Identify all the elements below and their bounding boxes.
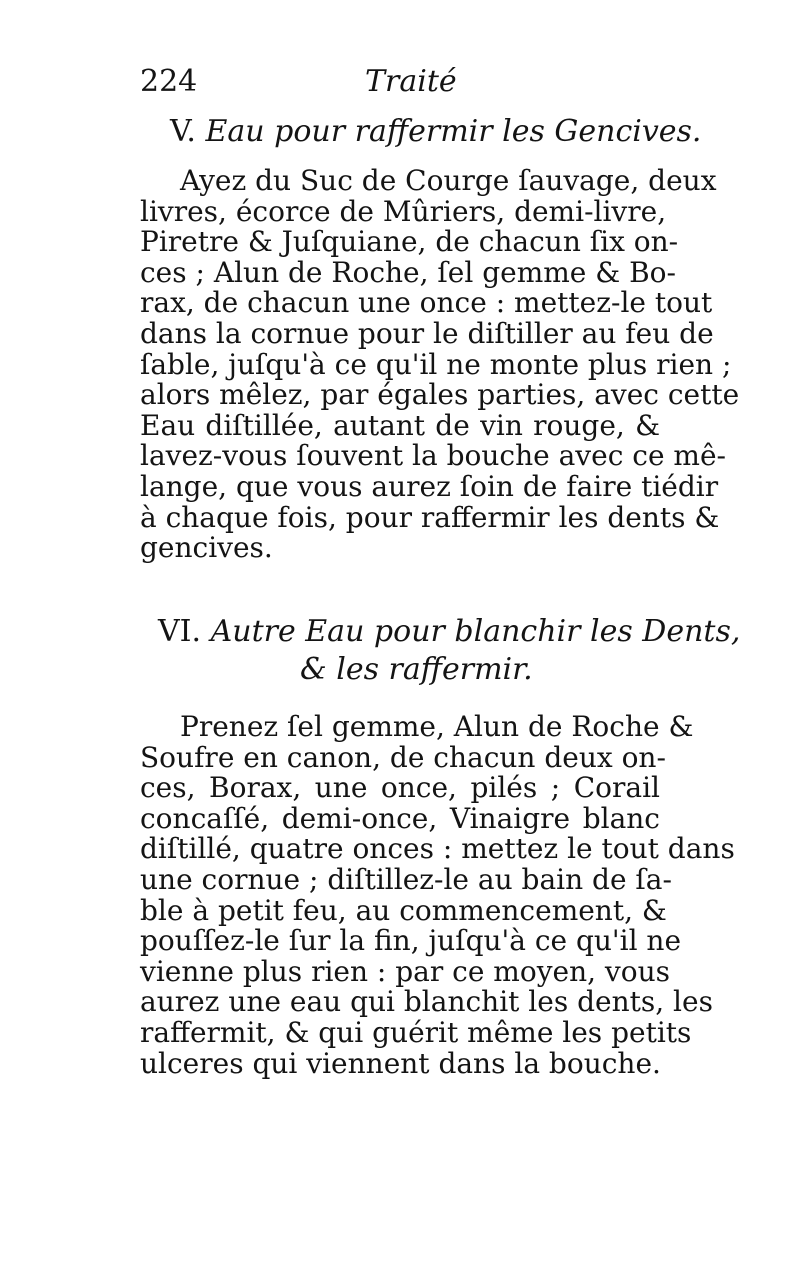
- text-line: concaſſé, demi-once, Vinaigre blanc: [140, 801, 660, 835]
- text-line: alors mêlez, par égales parties, avec cette: [140, 378, 740, 412]
- section-vi-heading-line-2: [300, 650, 533, 690]
- text-line: ces ; Alun de Roche, ſel gemme & Bo-: [140, 255, 676, 289]
- text-line: dans la cornue pour le diſtiller au feu de: [140, 316, 714, 350]
- running-title: Traité: [365, 64, 457, 99]
- text-line: livres, écorce de Mûriers, demi-livre,: [140, 194, 667, 228]
- section-v-paragraph: [140, 164, 740, 565]
- text-line: Soufre en canon, de chacun deux on-: [140, 740, 666, 774]
- text-line: Eau diſtillée, autant de vin rouge, &: [140, 408, 660, 442]
- section-vi-paragraph: [140, 710, 735, 1080]
- section-v-title: Eau pour raffermir les Gencives.: [205, 114, 702, 149]
- text-line: Piretre & Juſquiane, de chacun ſix on-: [140, 225, 679, 259]
- section-vi-title: Autre Eau pour blanchir les Dents,: [210, 614, 741, 649]
- text-line: Ayez du Suc de Courge ſauvage, deux: [180, 164, 717, 197]
- text-line: ble à petit feu, au commencement, &: [140, 893, 667, 927]
- text-line: diſtillé, quatre onces : mettez le tout dans: [140, 832, 735, 866]
- section-vi-number: VI.: [158, 614, 202, 649]
- text-line: ces, Borax, une once, pilés ; Corail: [140, 771, 660, 805]
- text-line: ulceres qui viennent dans la bouche.: [140, 1046, 661, 1080]
- text-line: vienne plus rien : par ce moyen, vous: [140, 954, 671, 988]
- text-line: Prenez ſel gemme, Alun de Roche &: [180, 710, 694, 743]
- section-vi-title-continued: & les raffermir.: [300, 652, 533, 687]
- section-v-number: V.: [170, 114, 196, 149]
- text-line: lange, que vous aurez ſoin de faire tiédir: [140, 469, 719, 503]
- text-line: une cornue ; diſtillez-le au bain de ſa-: [140, 862, 672, 896]
- text-line: raffermit, & qui guérit même les petits: [140, 1015, 692, 1049]
- running-head: [140, 62, 660, 102]
- text-line: pouſſez-le ſur la fin, juſqu'à ce qu'il ne: [140, 924, 682, 958]
- section-v-heading: [170, 112, 701, 152]
- text-line: aurez une eau qui blanchit les dents, les: [140, 985, 713, 1019]
- text-line: lavez-vous ſouvent la bouche avec ce mê-: [140, 439, 727, 473]
- page-number: 224: [140, 64, 198, 99]
- section-vi-heading: [158, 612, 740, 652]
- text-line: à chaque fois, pour raffermir les dents &: [140, 500, 720, 534]
- text-line: gencives.: [140, 531, 273, 565]
- text-line: rax, de chacun une once : mettez-le tout: [140, 286, 713, 320]
- text-line: ſable, juſqu'à ce qu'il ne monte plus rien ;: [140, 347, 732, 381]
